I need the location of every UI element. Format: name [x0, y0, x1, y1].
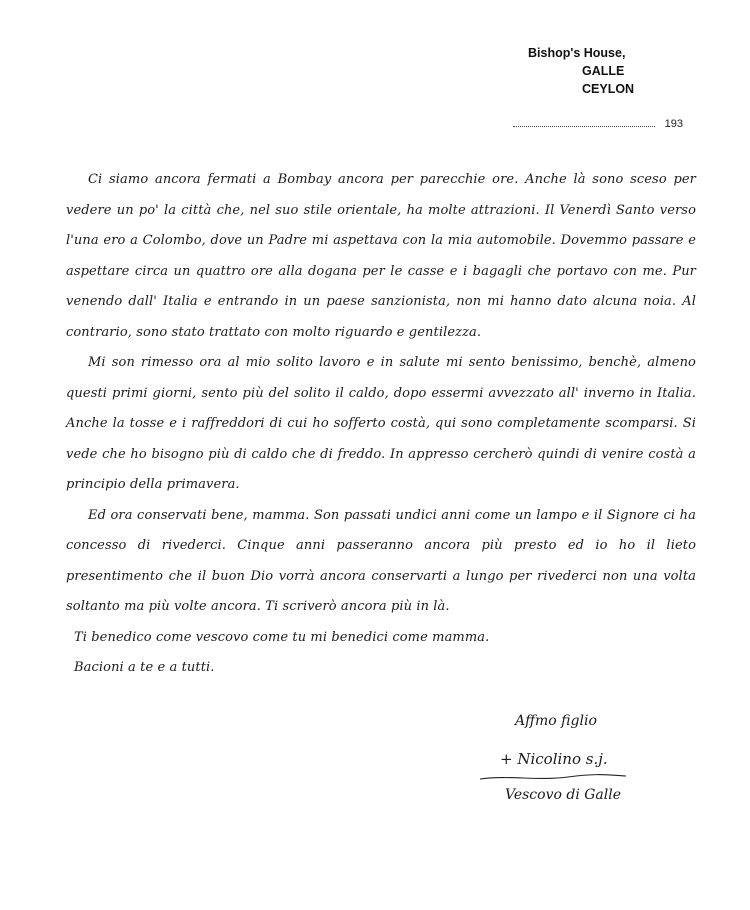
letter-paragraph-5: Bacioni a te e a tutti. — [74, 660, 215, 675]
closing-salutation: Affmo figlio — [515, 713, 597, 729]
letter-paragraph-3: Ed ora conservati bene, mamma. Son passati undici anni come un lampo e il Signore ci ha concesso di rivederci. Cinque anni passeranno ancora più presto ed io ho il lieto presentimento che il buon Dio vorrà ancora conservarti a lungo per rivederci non una volta soltanto ma più volte ancora. Ti scriverò ancora più in là. — [66, 507, 696, 614]
letter-body — [66, 165, 696, 684]
letter-paragraph-1: Ci siamo ancora fermati a Bombay ancora per parecchie ore. Anche là sono sceso per vedere un po' la città che, nel suo stile orientale, ha molte attrazioni. Il Venerdì Santo verso l'una ero a Colombo, dove un Padre mi aspettava con la mia automobile. Dovemmo passare e aspettare circa un quattro ore alla dogana per le casse e i bagagli che portavo con me. Pur venendo dall' Italia e entrando in un paese sanzionista, non mi hanno dato alcuna noia. Al contrario, sono stato trattato con molto riguardo e gentilezza. — [66, 172, 696, 340]
letterhead-house: Bishop's House, — [528, 46, 626, 60]
signature-flourish — [478, 772, 628, 782]
signer-title: Vescovo di Galle — [505, 787, 622, 803]
date-dotted-rule — [513, 126, 655, 127]
letter-paragraph-2: Mi son rimesso ora al mio solito lavoro e in salute mi sento benissimo, benchè, almeno questi primi giorni, sento più del solito il caldo, dopo essermi avvezzato all' inverno in Italia. Anche la tosse e i raffreddori di cui ho sofferto costà, qui sono completamente scomparsi. Si vede che ho bisogno più di caldo che di freddo. In appresso cercherò quindi di venire costà a principio della primavera. — [66, 355, 696, 492]
letter-paragraph-4: Ti benedico come vescovo come tu mi benedici come mamma. — [74, 629, 490, 645]
signature: + Nicolino s.j. — [500, 750, 608, 768]
date-line — [513, 114, 683, 128]
letterhead-country: CEYLON — [582, 82, 635, 96]
letterhead-city: GALLE — [582, 64, 625, 78]
date-year-prefix: 193 — [664, 118, 683, 130]
